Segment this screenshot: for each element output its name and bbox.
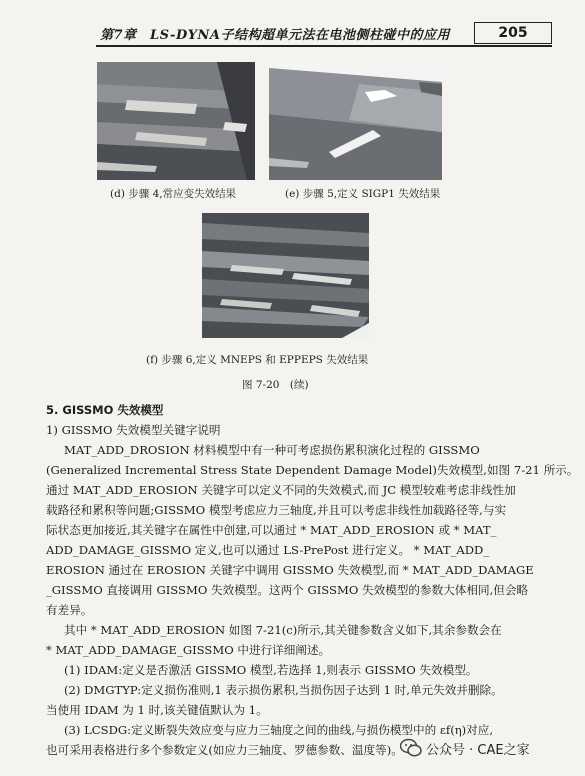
page-header: [100, 22, 552, 46]
figure-f-image: [202, 213, 369, 338]
watermark-text: 公众号 · CAE之家: [426, 743, 530, 758]
paragraph-line: * MAT_ADD_DAMAGE_GISSMO 中进行详细阐述。: [46, 643, 331, 657]
figure-e-image: [269, 62, 442, 180]
paragraph-line: 有差异。: [46, 603, 93, 617]
figure-d-image: [97, 62, 255, 180]
paragraph-line: MAT_ADD_DROSION 材料模型中有一种可考虑损伤累积演化过程的 GISSMO: [64, 443, 480, 457]
wechat-icon: [400, 738, 422, 758]
header-rule: [96, 45, 552, 47]
paragraph-line: (2) DMGTYP:定义损伤准则,1 表示损伤累积,当损伤因子达到 1 时,单元失效并删除。: [64, 683, 503, 697]
chapter-title: 第7章 LS-DYNA子结构超单元法在电池侧柱碰中的应用: [100, 28, 450, 43]
section-heading: 5. GISSMO 失效模型: [46, 403, 164, 417]
figure-label: 图 7-20 (续): [242, 379, 309, 391]
paragraph-line: 也可采用表格进行多个参数定义(如应力三轴度、罗德参数、温度等)。: [46, 743, 403, 757]
paragraph-line: (Generalized Incremental Stress State Dependent Damage Model)失效模型,如图 7-21 所示。: [46, 463, 579, 477]
paragraph-line: 际状态更加接近,其关键字在属性中创建,可以通过 * MAT_ADD_EROSION 或 * MAT_: [46, 523, 497, 537]
paragraph-line: 载路径和累积等问题;GISSMO 模型考虑应力三轴度,并且可以考虑非线性加载路径等,与实: [46, 503, 507, 517]
figure-f-caption: (f) 步骤 6,定义 MNEPS 和 EPPEPS 失效结果: [146, 354, 369, 366]
page-number: 205: [474, 22, 552, 44]
paragraph-line: ADD_DAMAGE_GISSMO 定义,也可以通过 LS-PrePost 进行定义。 * MAT_ADD_: [46, 543, 490, 557]
paragraph-line: 通过 MAT_ADD_EROSION 关键字可以定义不同的失效模式,而 JC 模型较难考虑非线性加: [46, 483, 516, 497]
paragraph-line: 当使用 IDAM 为 1 时,该关键值默认为 1。: [46, 703, 268, 717]
section-subheading: 1) GISSMO 失效模型关键字说明: [46, 423, 221, 437]
paragraph-line: (1) IDAM:定义是否激活 GISSMO 模型,若选择 1,则表示 GISSMO 失效模型。: [64, 663, 478, 677]
paragraph-line: EROSION 通过在 EROSION 关键字中调用 GISSMO 失效模型,而 * MAT_ADD_DAMAGE: [46, 563, 534, 577]
paragraph-line: 其中 * MAT_ADD_EROSION 如图 7-21(c)所示,其关键参数含义如下,其余参数会在: [64, 623, 502, 637]
figure-d-caption: (d) 步骤 4,常应变失效结果: [110, 188, 237, 200]
paragraph-line: _GISSMO 直接调用 GISSMO 失效模型。这两个 GISSMO 失效模型的参数大体相同,但会略: [46, 583, 529, 597]
figure-e-caption: (e) 步骤 5,定义 SIGP1 失效结果: [285, 188, 441, 200]
paragraph-line: (3) LCSDG:定义断裂失效应变与应力三轴度之间的曲线,与损伤模型中的 εf(η)对应,: [64, 723, 494, 737]
